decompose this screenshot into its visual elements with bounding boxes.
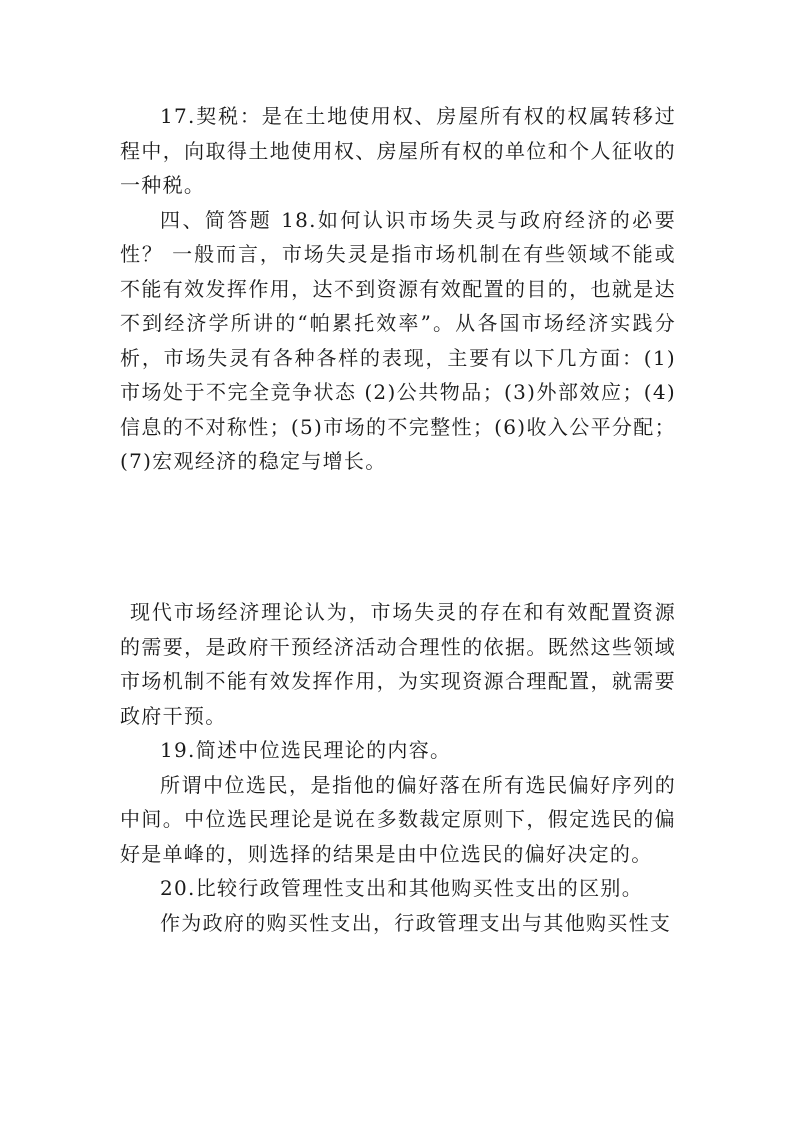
paragraph-administrative-expenditure-answer: 作为政府的购买性支出，行政管理支出与其他购买性支 <box>160 910 672 935</box>
question-median-voter: 19.简述中位选民理论的内容。 <box>160 738 452 762</box>
paragraph-deed-tax: 17.契税：是在土地使用权、房屋所有权的权属转移过程中，向取得土地使用权、房屋所有权的单位和个人征收的一种税。 <box>120 104 676 197</box>
question-administrative-expenditure: 20.比较行政管理性支出和其他购买性支出的区别。 <box>160 876 644 900</box>
text-block-bottom <box>120 595 676 940</box>
paragraph-median-voter-answer: 所谓中位选民，是指他的偏好落在所有选民偏好序列的中间。中位选民理论是说在多数裁定原则下，假定选民的偏好是单峰的，则选择的结果是由中位选民的偏好决定的。 <box>120 772 676 866</box>
paragraph-government-intervention: 现代市场经济理论认为，市场失灵的存在和有效配置资源的需要，是政府干预经济活动合理性的依据。既然这些领域市场机制不能有效发挥作用，为实现资源合理配置，就需要政府干预。 <box>120 600 676 728</box>
text-block-top <box>120 99 676 479</box>
paragraph-market-failure: 四、简答题 18.如何认识市场失灵与政府经济的必要性？ 一般而言，市场失灵是指市场机制在有些领域不能或不能有效发挥作用，达不到资源有效配置的目的，也就是达不到经济学所讲的“帕累托效率”。从各国市场经济实践分析，市场失灵有各种各样的表现，主要有以下几方面：(1)市场处于不完全竞争状态 (2)公共物品；(3)外部效应；(4)信息的不对称性；(5)市场的不完整性；(6)收入公平分配；(7)宏观经济的稳定与增长。 <box>120 207 676 473</box>
